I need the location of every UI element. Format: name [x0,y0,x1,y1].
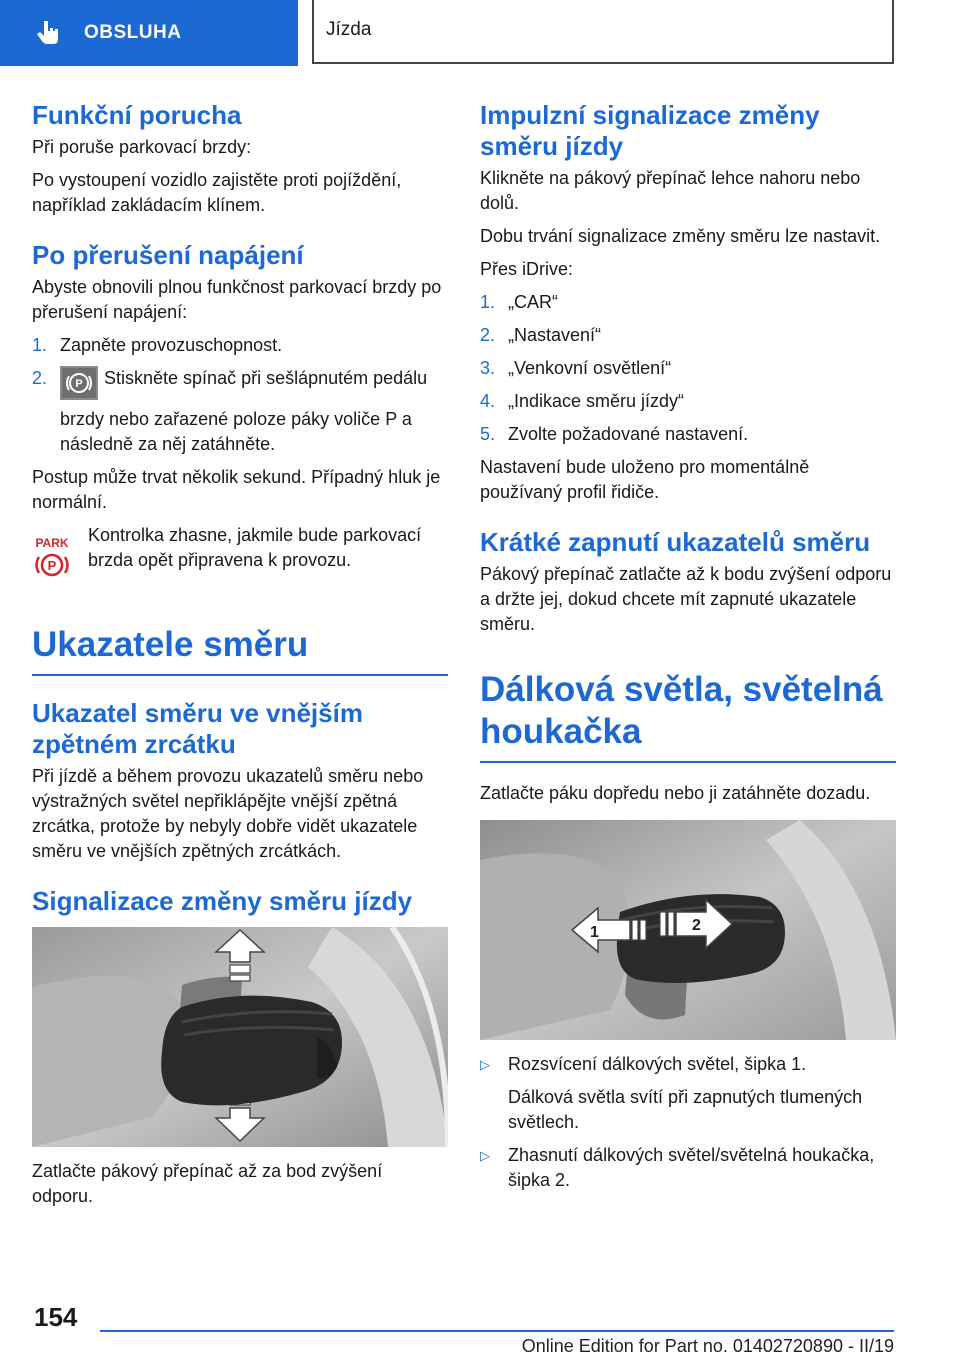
list-item [480,290,896,315]
step-number: 1. [32,335,48,355]
paragraph: Abyste obnovili plnou funkčnost parkovací brzdy po přerušení napájení: [32,277,442,322]
chapter-title-box [312,0,894,64]
heading-turn-signals: Ukazatele směru [32,624,448,676]
paragraph: Klikněte na pákový přepínač lehce nahoru nebo dolů. [480,168,861,213]
step-number: 5. [480,424,496,444]
bullet-subtext: Dálková světla svítí při zapnutých tlumených světlech. [508,1087,863,1132]
list-item [32,333,448,358]
left-column [32,100,448,1217]
list-item [480,1052,896,1135]
step-number: 1. [480,292,496,312]
arrow-label-2: 2 [692,917,701,934]
bullet-text: Rozsvícení dálkových světel, šipka 1. [508,1054,807,1074]
footer-rule [100,1330,894,1332]
heading-pulse-signal: Impulzní signalizace změny směru jízdy [480,100,820,161]
step-text: „Indikace směru jízdy“ [508,391,685,411]
list-item [480,389,896,414]
bullet-triangle-icon: ▷ [480,1148,490,1163]
paragraph: Dobu trvání signalizace změny směru lze nastavit. [480,226,881,246]
step-text: Zvolte požadované nastavení. [508,424,749,444]
heading-short-signal: Krátké zapnutí ukazatelů směru [480,527,871,557]
step-number: 2. [480,325,496,345]
list-item [480,356,896,381]
bullet-triangle-icon: ▷ [480,1057,490,1072]
park-icon-label: PARK [35,536,69,550]
paragraph: Nastavení bude uloženo pro momentálně používaný profil řidiče. [480,457,810,502]
paragraph: Zatlačte páku dopředu nebo ji zatáhněte dozadu. [480,783,871,803]
svg-text:P: P [75,378,83,390]
step-number: 3. [480,358,496,378]
bullet-text: Zhasnutí dálkových světel/světelná houkačka, šipka 2. [508,1145,875,1190]
paragraph: Kontrolka zhasne, jakmile bude parkovací brzda opět připravena k provozu. [88,525,422,570]
idrive-steps-list [480,290,896,447]
paragraph: Při jízdě a během provozu ukazatelů směru nebo výstražných světel nepřiklápějte vnější zpětná zrcátka, protože by nebyly dobře vidět ukazatele směru ve vnějších zpětných zrcátkách. [32,766,424,861]
heading-signal-direction-change: Signalizace změny směru jízdy [32,886,413,916]
paragraph: Pákový přepínač zatlačte až k bodu zvýšení odporu a držte jej, dokud chcete mít zapnuté ukazatele směru. [480,564,892,634]
right-column [480,100,896,1201]
chapter-title: Jízda [326,19,372,40]
heading-mirror-turn-signal: Ukazatel směru ve vnějším zpětném zrcátku [32,698,363,759]
paragraph: Při poruše parkovací brzdy: [32,137,252,157]
paragraph: Zatlačte pákový přepínač až za bod zvýšení odporu. [32,1161,383,1206]
paragraph: Postup může trvat několik sekund. Případný hluk je normální. [32,467,441,512]
edition-text: Online Edition for Part no. 01402720890 - II/19 [521,1336,894,1356]
list-item [480,323,896,348]
section-label: OBSLUHA [84,22,182,43]
paragraph: Přes iDrive: [480,259,574,279]
park-warning-icon [32,523,88,586]
park-indicator-note [32,523,448,586]
svg-text:P: P [47,558,57,573]
high-beam-bullets [480,1052,896,1193]
step-text: „Venkovní osvětlení“ [508,358,672,378]
hand-pointer-icon [34,16,68,50]
header-section-tab [0,0,298,66]
power-steps-list [32,333,448,457]
turn-signal-lever-photo [32,927,448,1147]
heading-functional-fault: Funkční porucha [32,100,242,130]
step-number: 4. [480,391,496,411]
step-text: „Nastavení“ [508,325,602,345]
list-item [32,366,448,457]
arrow-label-1: 1 [590,924,599,941]
heading-high-beams: Dálková světla, světelná houkačka [480,669,896,763]
list-item [480,422,896,447]
step-text: „CAR“ [508,292,558,312]
parking-brake-switch-icon [60,366,98,407]
paragraph: Po vystoupení vozidlo zajistěte proti pojíždění, například zakládacím klínem. [32,170,402,215]
page-number: 154 [34,1302,78,1332]
step-number: 2. [32,368,48,388]
list-item [480,1143,896,1193]
heading-power-interruption: Po přerušení napájení [32,240,304,270]
step-text: Zapněte provozuschopnost. [60,335,283,355]
high-beam-lever-photo [480,820,896,1040]
step-text: Stiskněte spínač při sešlápnutém pedálu brzdy nebo zařazené poloze páky voliče P a následně za něj zatáhněte. [60,368,428,454]
